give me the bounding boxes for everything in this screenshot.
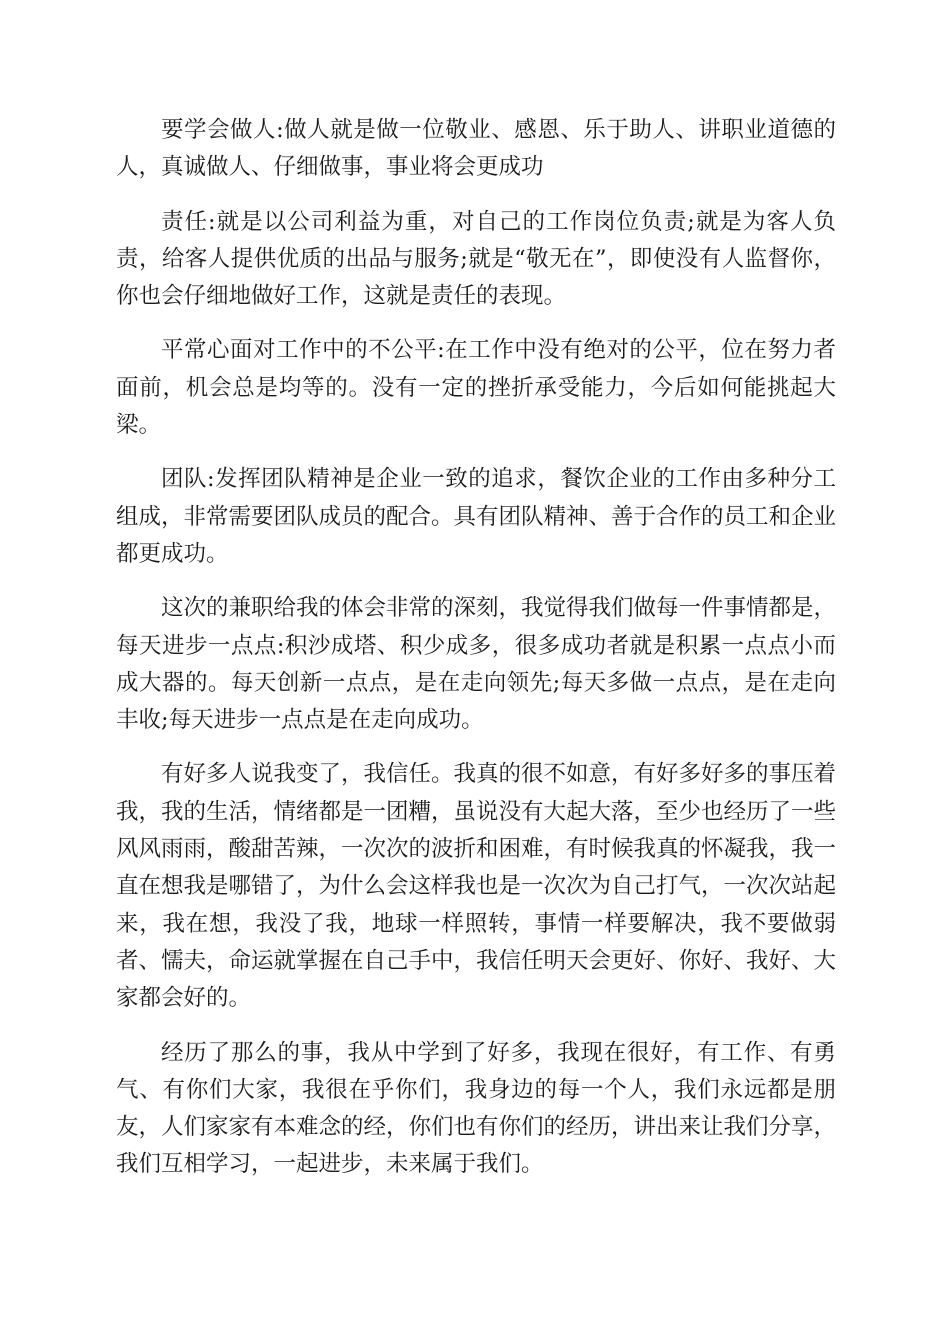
paragraph-learn-to-be-a-person: 要学会做人:做人就是做一位敬业、感恩、乐于助人、讲职业道德的人，真诚做人、仔细做事，事业将会更成功 xyxy=(116,117,836,181)
paragraph-conclusion: 经历了那么的事，我从中学到了好多，我现在很好，有工作、有勇气、有你们大家，我很在乎你们，我身边的每一个人，我们永远都是朋友，人们家家有本难念的经，你们也有你们的经历，讲出来让我们分享，我们互相学习，一起进步，未来属于我们。 xyxy=(116,1039,837,1178)
paragraph-unfairness: 平常心面对工作中的不公平:在工作中没有绝对的公平，位在努力者面前，机会总是均等的。没有一定的挫折承受能力，今后如何能挑起大梁。 xyxy=(116,337,836,439)
paragraph-responsibility: 责任:就是以公司利益为重，对自己的工作岗位负责;就是为客人负责，给客人提供优质的出品与服务;就是“敬无在”，即使没有人监督你，你也会仔细地做好工作，这就是责任的表现。 xyxy=(116,208,836,310)
document-body xyxy=(116,112,836,1201)
paragraph-personal-reflection: 有好多人说我变了，我信任。我真的很不如意，有好多好多的事压着我，我的生活，情绪都是一团糟，虽说没有大起大落，至少也经历了一些风风雨雨，酸甜苦辣，一次次的波折和困难，有时候我真的怀凝我，我一直在想我是哪错了，为什么会这样我也是一次次为自己打气，一次次站起来，我在想，我没了我，地球一样照转，事情一样要解决，我不要做弱者、懦夫，命运就掌握在自己手中，我信任明天会更好、你好、我好、大家都会好的。 xyxy=(116,761,837,1012)
paragraph-part-time-experience: 这次的兼职给我的体会非常的深刻，我觉得我们做每一件事情都是，每天进步一点点:积沙成塔、积少成多，很多成功者就是积累一点点小而成大器的。每天创新一点点，是在走向领先;每天多做一点点，是在走向丰收;每天进步一点点是在走向成功。 xyxy=(116,595,837,734)
paragraph-teamwork: 团队:发挥团队精神是企业一致的追求，餐饮企业的工作由多种分工组成，非常需要团队成员的配合。具有团队精神、善于合作的员工和企业都更成功。 xyxy=(116,466,837,567)
